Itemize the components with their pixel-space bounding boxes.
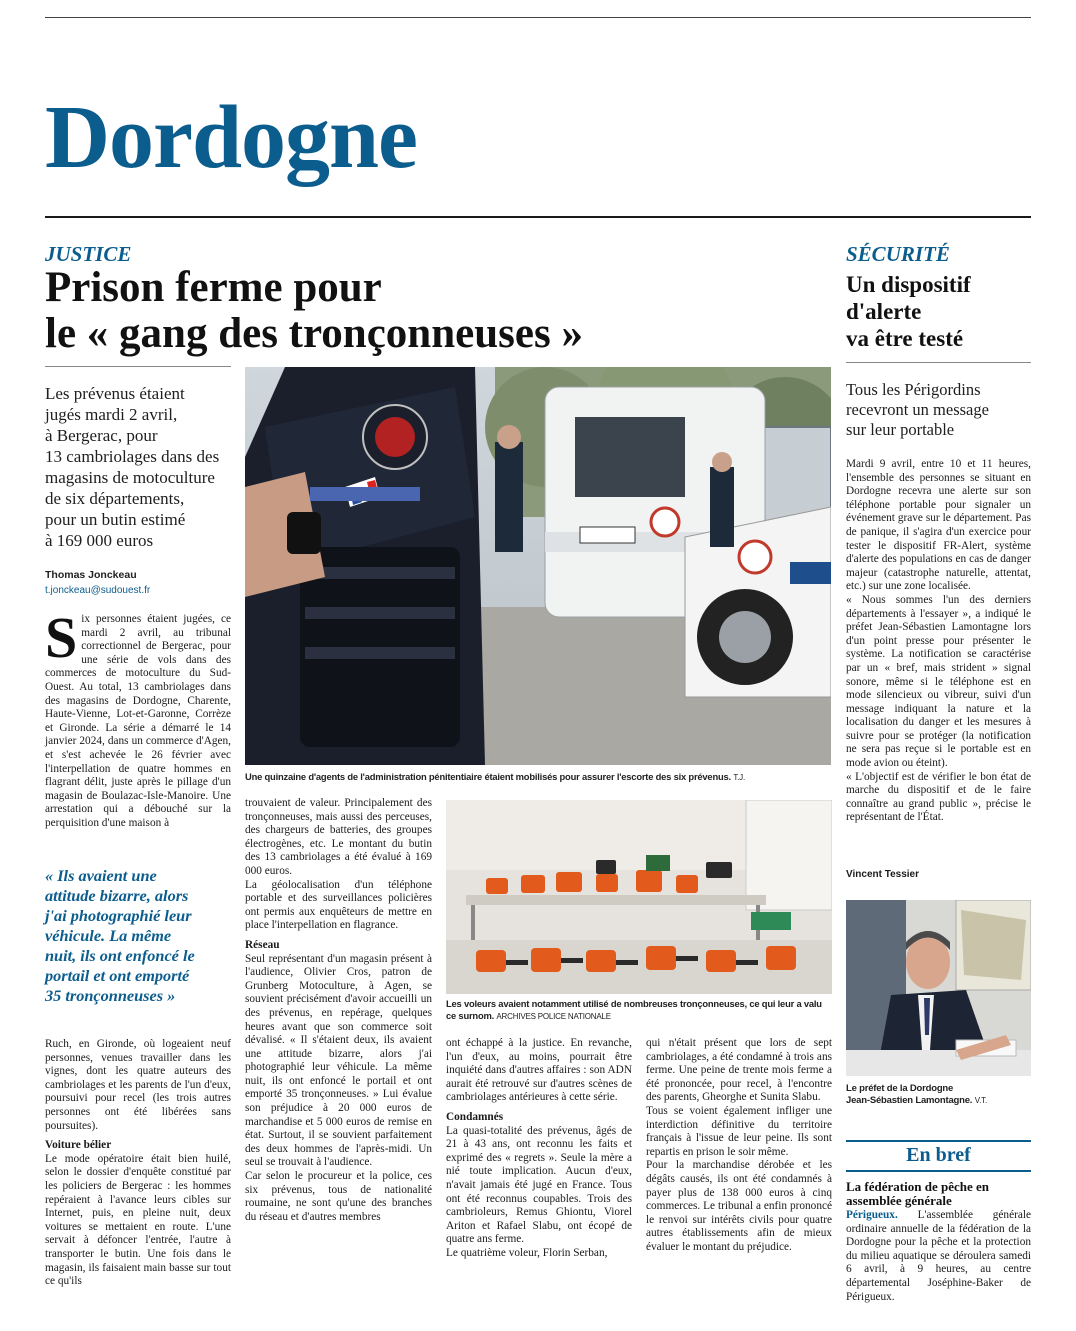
chapo-line: Tous les Périgordins [846, 380, 981, 399]
body-text: ont échappé à la justice. En revanche, l'un d'eux, au moins, pourrait être inquiété dans d'autres affaires : son ADN aurait été retrouvé sur d'autres scènes de cambriolages antérieures à cette série. [446, 1037, 632, 1104]
chainsaws-photo [446, 800, 832, 994]
quote-line: véhicule. La même [45, 926, 172, 945]
chainsaws-photo-caption [446, 998, 832, 1023]
main-photo-illustration [245, 367, 831, 765]
chapo-line: magasins de motoculture [45, 468, 215, 487]
main-photo [245, 367, 831, 765]
article-column-1-continued [45, 1038, 231, 1289]
caption-text: Le préfet de la Dordogne [846, 1083, 954, 1094]
chapo-line: à Bergerac, pour [45, 426, 158, 445]
body-text: Ruch, en Gironde, où logeaient neuf personnes, venues travailler dans les vignes, dont les quatre auteurs des cambriolages et les parents de l'un d'eux, poursuivi pour recel (les trois autres personnes ont été libérées sans poursuites). [45, 1038, 231, 1132]
body-text: Pour la marchandise dérobée et les dégâts causés, ils ont été condamnés à payer plus de 138 000 euros à cinq commerces. Le tribunal a enfin prononcé le renvoi sur intérêts civils pour quatre autres établissements afin de mieux évaluer le montant du préjudice. [646, 1159, 832, 1253]
chapo-line: de six départements, [45, 489, 185, 508]
body-text: Le quatrième voleur, Florin Serban, [446, 1246, 608, 1259]
main-kicker: JUSTICE [45, 242, 132, 266]
side-author: Vincent Tessier [846, 869, 919, 880]
quote-line: 35 tronçonneuses » [45, 986, 176, 1005]
body-text: Mardi 9 avril, entre 10 et 11 heures, l'ensemble des personnes se situant en Dordogne recevra une alerte sur son téléphone portable pour signaler un événement grave sur le département. Pas de panique, il s'agira d'un exercice pour tester le dispositif FR-Alert, système d'alerte des populations en cas de danger majeur (catastrophe naturelle, attentat, etc.) sur une zone localisée. [846, 458, 1031, 593]
body-text: Seul représentant d'un magasin présent à l'audience, Olivier Cros, patron de Grunberg Motoculture, à Agen, se souvient précisément d'avoir accueilli un des prévenus, en repérage, quelques heures avant que son commerce soit dévalisé. « Il s'étaient deux, ils avaient une attitude bizarre, alors j'ai photographié leur véhicule. La même nuit, ils ont enfoncé le portail et ont emporté 35 tronçonneuses. » Lui évalue son préjudice à 20 000 euros de marchandise et 5 000 euros de remise en état. Surtout, il se souvient parfaitement des deux hommes de l'après-midi. Un seul se trouvait à l'audience. [245, 952, 432, 1169]
prefect-photo [846, 900, 1031, 1076]
prefect-photo-caption [846, 1083, 1031, 1107]
main-chapo [45, 383, 235, 551]
bref-headline: La fédération de pêche en assemblée générale [846, 1179, 989, 1208]
en-bref-header [846, 1140, 1031, 1172]
headline-line: Un dispositif [846, 272, 971, 297]
caption-text: Une quinzaine d'agents de l'administration pénitentiaire étaient mobilisés pour assurer l'escorte des six prévenus. [245, 771, 731, 782]
caption-text: Les voleurs avaient notamment utilisé de nombreuses tronçonneuses, ce qui leur a valu ce surnom. [446, 998, 822, 1021]
article-column-4 [646, 1037, 832, 1255]
caption-credit: V.T. [974, 1096, 987, 1105]
chapo-line: recevront un message [846, 400, 989, 419]
caption-credit: ARCHIVES POLICE NATIONALE [496, 1012, 611, 1021]
headline-line: le « gang des tronçonneuses » [45, 310, 583, 357]
main-headline [45, 265, 765, 357]
bref-place: Périgueux. [846, 1209, 898, 1221]
main-photo-caption [245, 771, 831, 784]
chapo-line: sur leur portable [846, 420, 955, 439]
chapo-line: pour un butin estimé [45, 510, 186, 529]
top-rule [45, 17, 1031, 18]
body-text: La quasi-totalité des prévenus, âgés de 21 à 43 ans, ont reconnu les faits et exprimé des « regrets ». Seule la mère a nié toute implication. Aucun d'eux, n'avait jamais été jugé en France. Tous ont été reconnus coupables. Trois des cambrioleurs, Remus Ghiontu, Viorel Ariton et Rafael Slabu, ont écopé de quatre ans ferme. [446, 1124, 632, 1246]
body-text: qui n'était présent que lors de sept cambriolages, a été condamné à trois ans ferme. Une peine de trente mois ferme a été prononcée, pour recel, à l'encontre des parents, Gheorghe et Sunita Slabu. [646, 1037, 832, 1104]
subheading-voiture-belier: Voiture bélier [45, 1139, 112, 1152]
quote-line: j'ai photographié leur [45, 906, 192, 925]
subheading-reseau: Réseau [245, 938, 280, 951]
article-column-2 [245, 797, 432, 1224]
body-text: « L'objectif est de vérifier le bon état de marche du dispositif et de le faire connaître au grand public », précise le représentant de l'État. [846, 770, 1031, 824]
caption-credit: T.J. [733, 773, 745, 782]
headline-line: va être testé [846, 326, 964, 351]
quote-line: attitude bizarre, alors [45, 886, 189, 905]
chapo-line: à 169 000 euros [45, 531, 154, 550]
en-bref-title: En bref [906, 1144, 971, 1166]
quote-line: « Ils avaient une [45, 866, 157, 885]
chapo-line: Les prévenus étaient [45, 384, 185, 403]
body-text: Car selon le procureur et la police, ces six prévenus, tous de nationalité roumaine, ne sont qu'une des branches du réseau et d'autres membres [245, 1170, 432, 1223]
prefect-photo-illustration [846, 900, 1031, 1076]
quote-line: portail et ont emporté [45, 966, 190, 985]
body-text: ix personnes étaient jugées, ce mardi 2 avril, au tribunal correctionnel de Bergerac, pour une série de vols dans des commerces de motoculture du Sud-Ouest. Au total, 13 cambriolages dans des magasins de Dordogne, Charente, Haute-Vienne, Lot-et-Garonne, Corrèze et Gironde. La série a démarré le 14 janvier 2024, dans un commerce d'Agen, et s'est achevée le 26 février avec l'interpellation de quatre hommes en flagrant délit, juste après le pillage d'un magasin de Boulazac-Isle-Manoire. Une arrestation qui a débouché sur la perquisition d'une maison à [45, 613, 231, 829]
body-text: « Nous sommes l'un des derniers départements à l'essayer », a indiqué le préfet Jean-Sébastien Lamontagne lors d'un point presse pour présenter le système. La notification se caractérise par un « bref, mais strident » signal sonore, même si le téléphone est en mode silencieux ou vibreur, suivi d'un message indiquant la nature et la localisation du danger et les mesures à suivre pour se protéger (la notification ne sera pas reçue si le portable est en mode avion ou éteint). [846, 593, 1031, 770]
chapo-line: jugés mardi 2 avril, [45, 405, 178, 424]
side-chapo [846, 380, 1031, 440]
article-column-1 [45, 605, 231, 831]
bref-body [846, 1209, 1031, 1304]
body-text: Le mode opératoire était bien huilé, selon le dossier d'enquête constitué par les policiers de Bergerac : les hommes repéraient à l'avance leurs cibles sur Internet, puis, en pleine nuit, deux voitures se mettaient en route. L'une servait à défoncer l'entrée, l'autre à transporter le butin. Une fois dans le magasin, ils faisaient main basse sur tout ce qu'ils [45, 1152, 231, 1288]
article-column-3 [446, 1037, 632, 1261]
caption-text: Jean-Sébastien Lamontagne. [846, 1095, 973, 1106]
pull-quote [45, 866, 235, 1006]
subheading-condamnes: Condamnés [446, 1110, 504, 1123]
body-text: L'assemblée générale ordinaire annuelle de la fédération de la Dordogne pour la pêche et la protection du milieu aquatique se déroulera samedi 6 avril, à 9 heures, au centre départemental Joséphine-Baker de Périgueux. [846, 1209, 1032, 1303]
chapo-line: 13 cambriolages dans des [45, 447, 220, 466]
side-article-body [846, 458, 1031, 825]
section-rule [45, 216, 1031, 218]
side-kicker: SÉCURITÉ [846, 242, 950, 266]
body-text: trouvaient de valeur. Principalement des tronçonneuses, mais aussi des perceuses, des chargeurs de batteries, des groupes électrogènes, etc. Le montant du butin des 13 cambriolages a été évalué à 169 000 euros. [245, 797, 432, 877]
headline-line: d'alerte [846, 299, 922, 324]
side-headline [846, 271, 1031, 352]
author-name: Thomas Jonckeau [45, 569, 137, 581]
quote-line: nuit, ils ont enfoncé le [45, 946, 195, 965]
body-text: La géolocalisation d'un téléphone portable et des surveillances policières ont permis aux enquêteurs de mettre en place l'interpellation en flagrance. [245, 878, 432, 932]
chapo-rule [45, 366, 231, 367]
author-email-link[interactable]: t.jonckeau@sudouest.fr [45, 585, 151, 596]
side-rule [846, 362, 1031, 363]
byline [45, 569, 150, 596]
headline-line: Prison ferme pour [45, 264, 382, 311]
dropcap: S [45, 605, 78, 670]
chainsaws-photo-illustration [446, 800, 832, 994]
section-title: Dordogne [45, 88, 417, 187]
body-text: Tous se voient également infliger une interdiction définitive du territoire français à l'issue de leur peine. Ils sont repartis en prison le soir même. [646, 1104, 832, 1158]
